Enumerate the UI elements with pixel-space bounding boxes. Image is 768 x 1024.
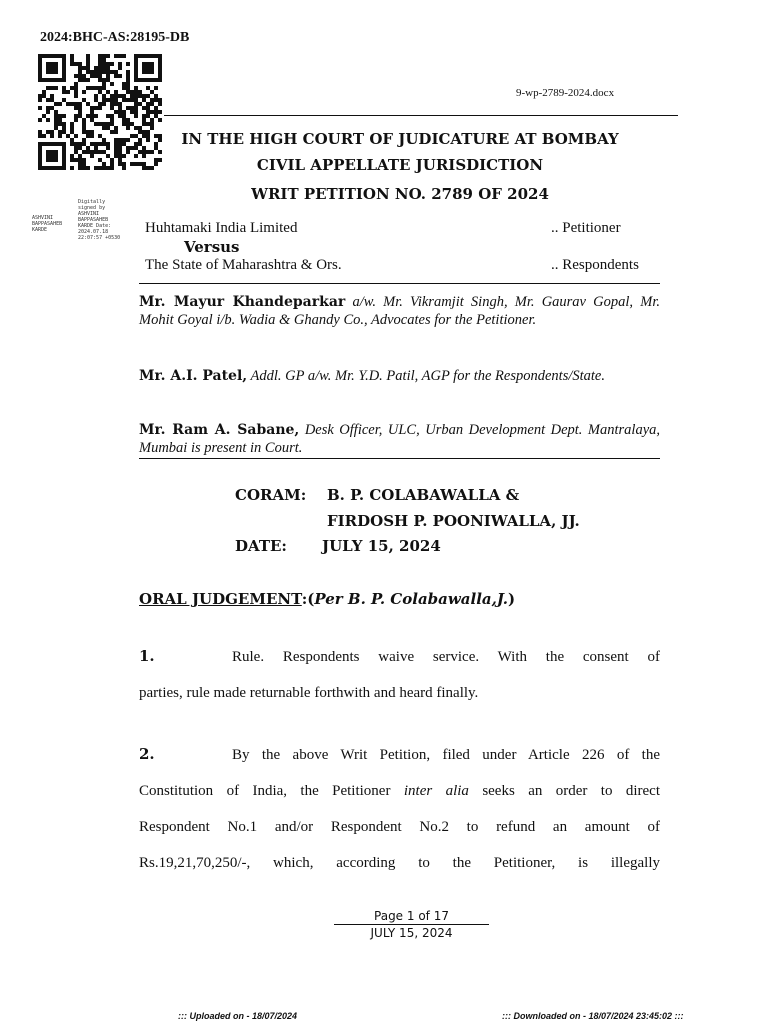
- counsel-top-divider: [139, 283, 660, 284]
- digital-signature-name: ASHVINI BAPPASAHEB KARDE: [32, 215, 63, 233]
- counsel-entry: [139, 367, 660, 385]
- judgement-heading-close: ): [508, 590, 516, 608]
- counsel-entry: [139, 421, 660, 457]
- paragraph-line-part: seeks an order to direct: [468, 783, 660, 799]
- paragraph-line-part: Constitution of India, the Petitioner: [139, 783, 404, 799]
- footer-date: JULY 15, 2024: [370, 926, 453, 940]
- header-divider: [164, 115, 678, 116]
- judgement-date: JULY 15, 2024: [322, 537, 441, 555]
- judgement-author: Per B. P. Colabawalla,J.: [314, 590, 508, 608]
- counsel-bottom-divider: [139, 458, 660, 459]
- paragraph-line: Rs.19,21,70,250/-, which, according to the Petitioner, is illegally: [139, 855, 660, 871]
- paragraph-2: [139, 736, 660, 881]
- judgement-heading: [139, 590, 515, 608]
- respondent-name: The State of Maharashtra & Ors.: [145, 257, 342, 273]
- footer-divider: [334, 924, 489, 925]
- counsel-name: Mr. Mayur Khandeparkar: [139, 294, 346, 310]
- paragraph-line: By the above Writ Petition, filed under Article 226 of the: [232, 747, 660, 763]
- digital-signature-details: Digitally signed by ASHVINI BAPPASAHEB KARDE Date: 2024.07.18 22:07:57 +0530: [78, 199, 121, 241]
- paragraph-number: 1.: [139, 647, 155, 665]
- coram-judge: B. P. COLABAWALLA &: [327, 486, 520, 504]
- court-title: IN THE HIGH COURT OF JUDICATURE AT BOMBAY: [181, 130, 619, 148]
- counsel-name: Mr. Ram A. Sabane,: [139, 422, 300, 438]
- coram-judge: FIRDOSH P. POONIWALLA, JJ.: [327, 512, 580, 530]
- petitioner-name: Huhtamaki India Limited: [145, 220, 298, 236]
- petitioner-role: .. Petitioner: [551, 220, 621, 236]
- respondent-role: .. Respondents: [551, 257, 639, 273]
- paragraph-1: [139, 638, 660, 711]
- paragraph-line: parties, rule made returnable forthwith and heard finally.: [139, 685, 479, 701]
- paragraph-line: [139, 773, 660, 809]
- jurisdiction-title: CIVIL APPELLATE JURISDICTION: [256, 156, 544, 174]
- judgement-heading-open: :(: [301, 590, 315, 608]
- date-label: DATE:: [235, 537, 287, 555]
- page-number: Page 1 of 17: [374, 909, 449, 923]
- coram-label: CORAM:: [235, 486, 307, 504]
- judgement-heading-text: ORAL JUDGEMENT: [139, 590, 302, 608]
- counsel-name: Mr. A.I. Patel,: [139, 368, 248, 384]
- petition-number: WRIT PETITION NO. 2789 OF 2024: [251, 185, 549, 203]
- paragraph-line: Rule. Respondents waive service. With the consent of: [232, 649, 660, 665]
- document-file-name: 9-wp-2789-2024.docx: [516, 87, 615, 99]
- counsel-details: Addl. GP a/w. Mr. Y.D. Patil, AGP for the Respondents/State.: [247, 368, 605, 384]
- counsel-entry: [139, 293, 660, 329]
- paragraph-line-italic: inter alia: [403, 783, 469, 799]
- paragraph-line: Respondent No.1 and/or Respondent No.2 to refund an amount of: [139, 819, 660, 835]
- versus-label: Versus: [184, 238, 240, 256]
- case-citation: 2024:BHC-AS:28195-DB: [40, 30, 190, 45]
- counsel-details: a/w. Mr. Vikramjit Singh, Mr. Gaurav Gopal, Mr. Mohit Goyal i/b. Wadia & Ghandy Co., Advocates for the Petitioner.: [139, 294, 660, 328]
- uploaded-stamp: ::: Uploaded on - 18/07/2024: [178, 1011, 298, 1021]
- downloaded-stamp: ::: Downloaded on - 18/07/2024 23:45:02 :::: [502, 1011, 684, 1021]
- qr-code-icon: [38, 54, 162, 170]
- counsel-details: Desk Officer, ULC, Urban Development Dept. Mantralaya, Mumbai is present in Court.: [139, 422, 660, 456]
- paragraph-number: 2.: [139, 745, 155, 763]
